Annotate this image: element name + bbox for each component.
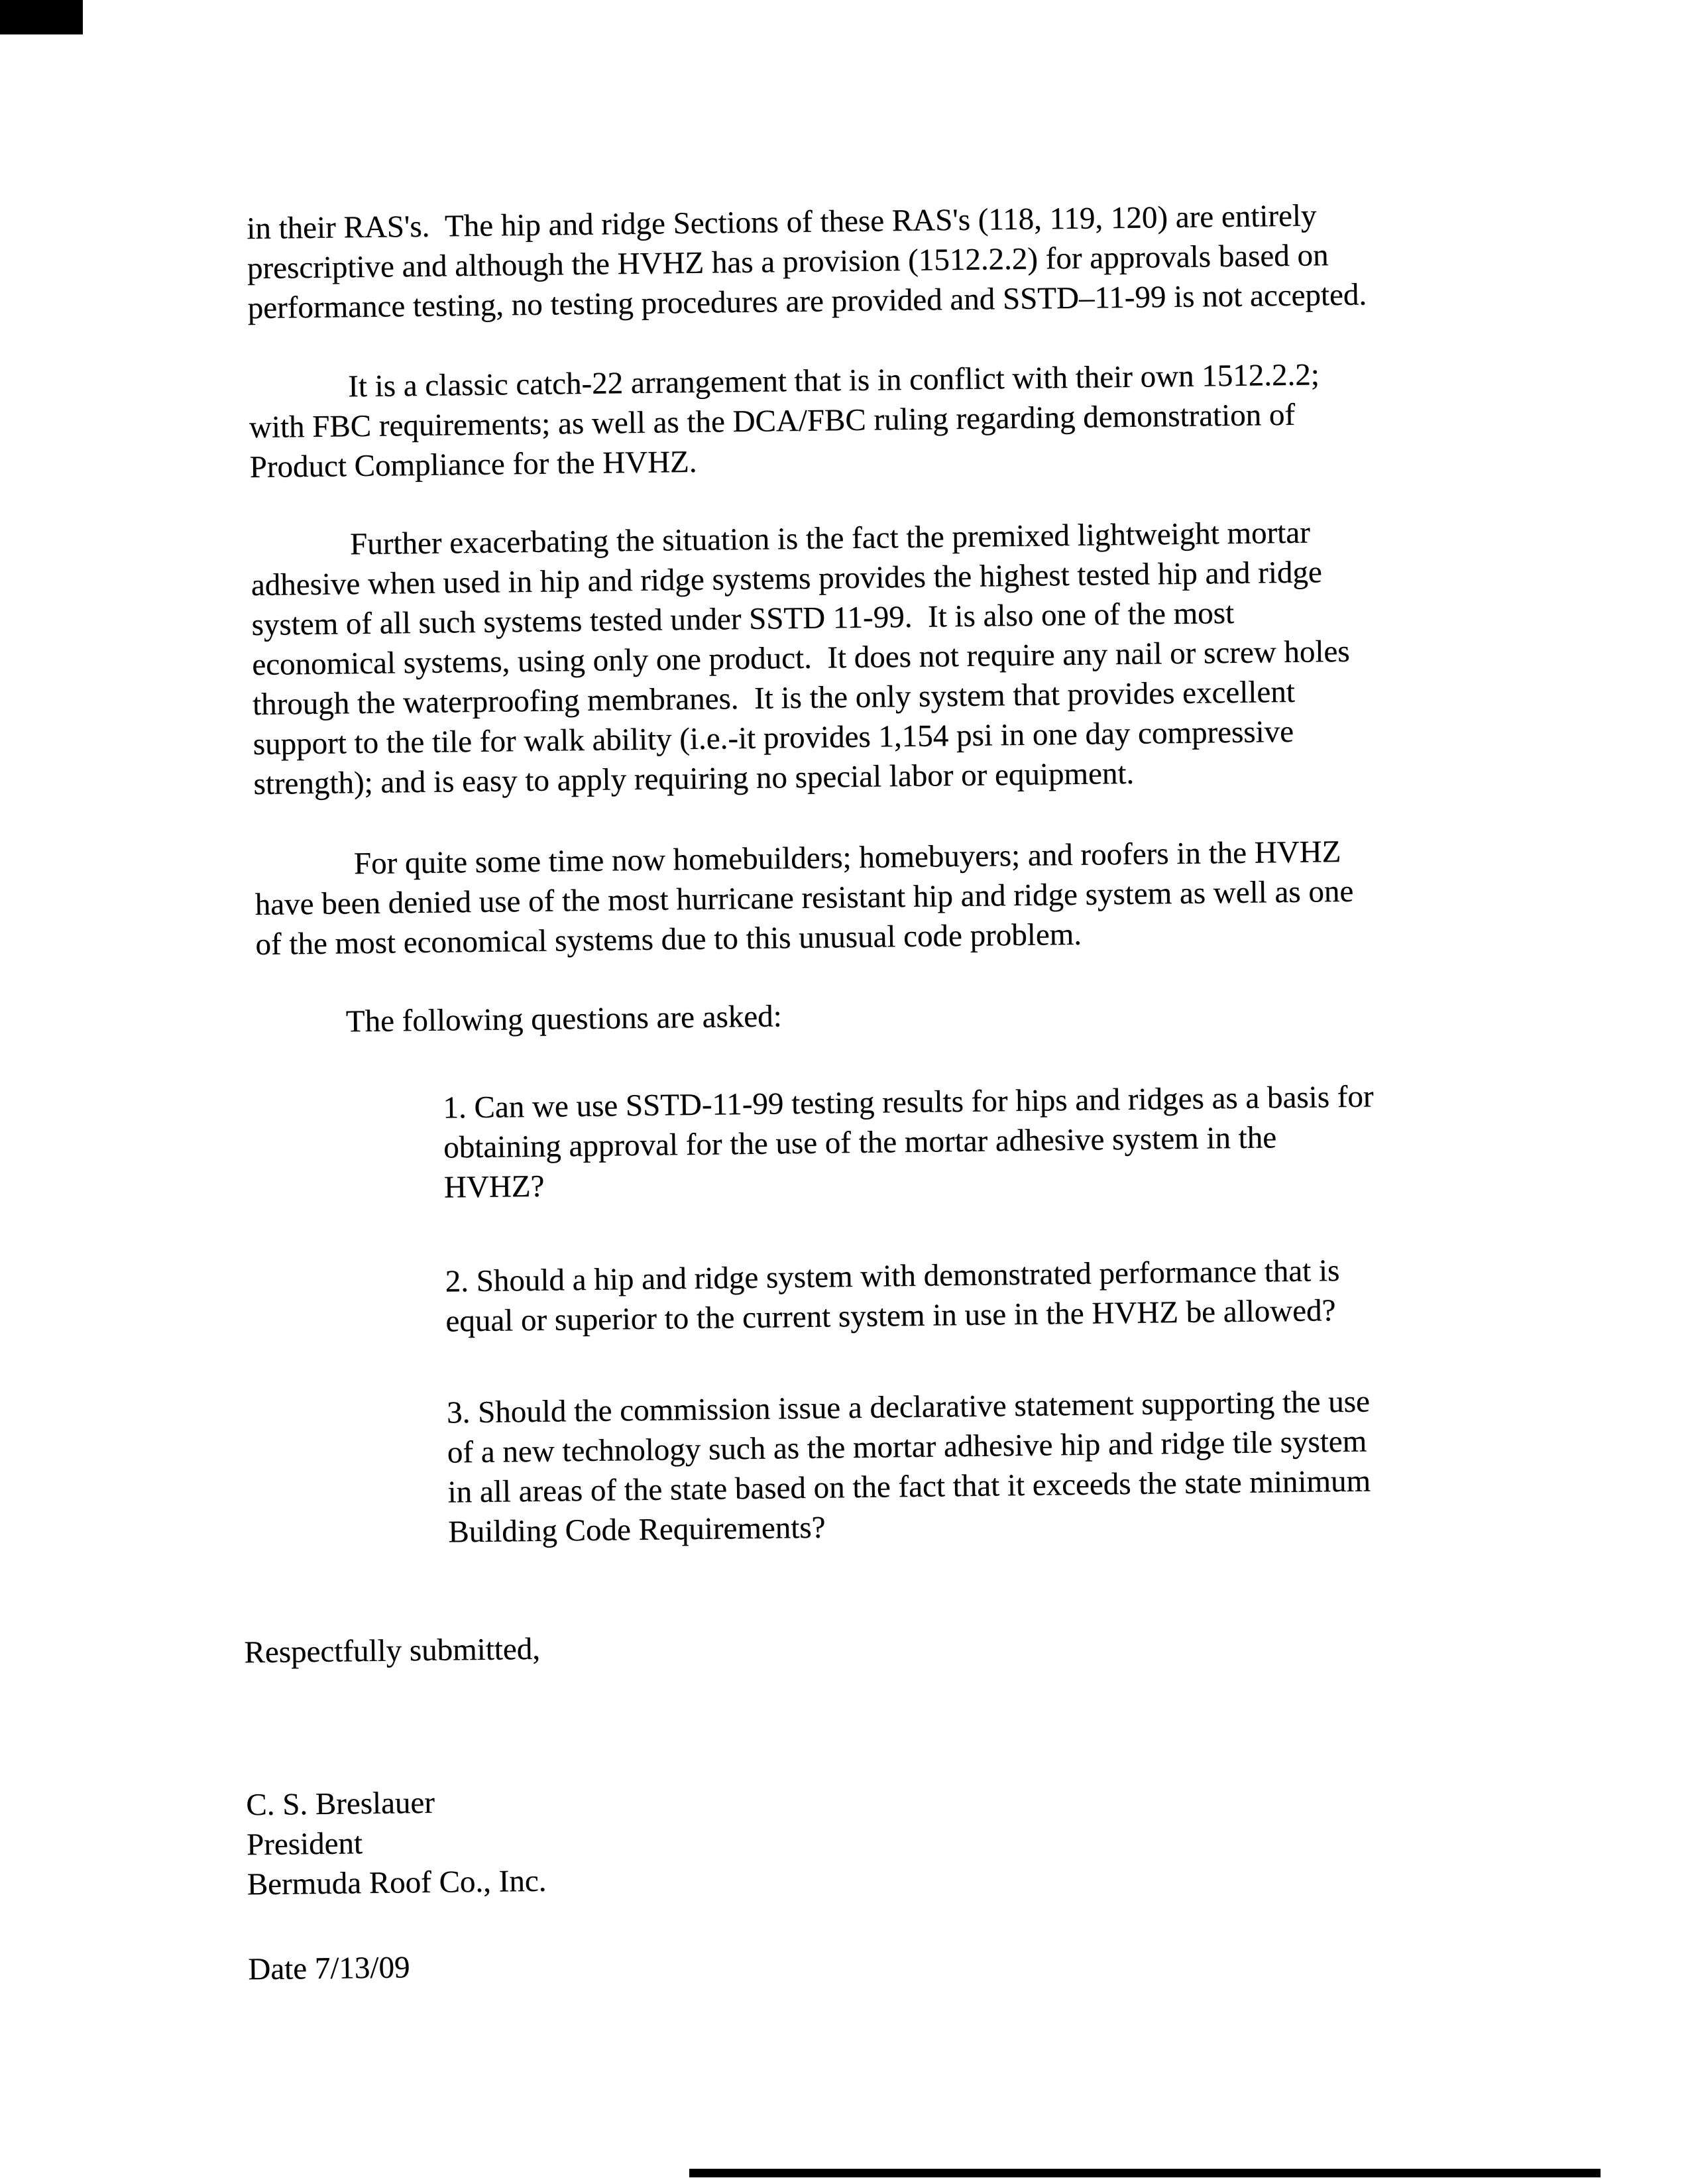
closing-block <box>244 1617 1487 1989</box>
questions-list <box>443 1076 1482 1552</box>
question-1: 1. Can we use SSTD-11-99 testing results for hips and ridges as a basis for obtaining approval for the use of the mortar adhesive system in the HVHZ? <box>443 1079 1374 1205</box>
closing-salutation: Respectfully submitted, <box>244 1631 541 1670</box>
questions-intro: The following questions are asked: <box>345 999 782 1039</box>
paragraph-denied-use: For quite some time now homebuilders; homebuyers; and roofers in the HVHZ have been denied use of the most hurricane resistant hip and ridge system as well as one of the most economical systems due to this unusual code problem. <box>254 834 1354 962</box>
signature-block: C. S. Breslauer President Bermuda Roof Co., Inc. <box>245 1785 547 1902</box>
question-2: 2. Should a hip and ridge system with demonstrated performance that is equal or superior to the current system in use in the HVHZ be allowed? <box>445 1253 1340 1339</box>
date-line: Date 7/13/09 <box>248 1950 410 1987</box>
scan-artifact-corner-mark <box>0 0 83 34</box>
paragraph-ras-continuation: in their RAS's. The hip and ridge Sections of these RAS's (118, 119, 120) are entirely prescriptive and although the HVHZ has a provision (1512.2.2) for approvals based on performance testing, no testing procedures are provided and SSTD–11-99 is not accepted. <box>246 198 1367 326</box>
paragraph-mortar-adhesive: Further exacerbating the situation is the fact the premixed lightweight mortar adhesive when used in hip and ridge systems provides the highest tested hip and ridge system of all such systems tested under SSTD 11-99. It is also one of the most economical systems, using only one product. It does not require any nail or screw holes through the waterproofing membranes. It is the only system that provides excellent support to the tile for walk ability (i.e.-it provides 1,154 psi in one day compressive strength); and is easy to apply requiring no special labor or equipment. <box>251 515 1350 802</box>
letter-page-body <box>244 194 1488 1989</box>
paragraph-catch-22: It is a classic catch-22 arrangement that is in conflict with their own 1512.2.2; with FBC requirements; as well as the DCA/FBC ruling regarding demonstration of Product Compliance for the HVHZ. <box>249 357 1320 485</box>
scan-artifact-bottom-bar <box>689 2169 1601 2177</box>
question-3: 3. Should the commission issue a declarative statement supporting the use of a new technology such as the mortar adhesive hip and ridge tile system in all areas of the state based on the fact that it exceeds the state minimum Building Code Requirements? <box>446 1384 1371 1550</box>
